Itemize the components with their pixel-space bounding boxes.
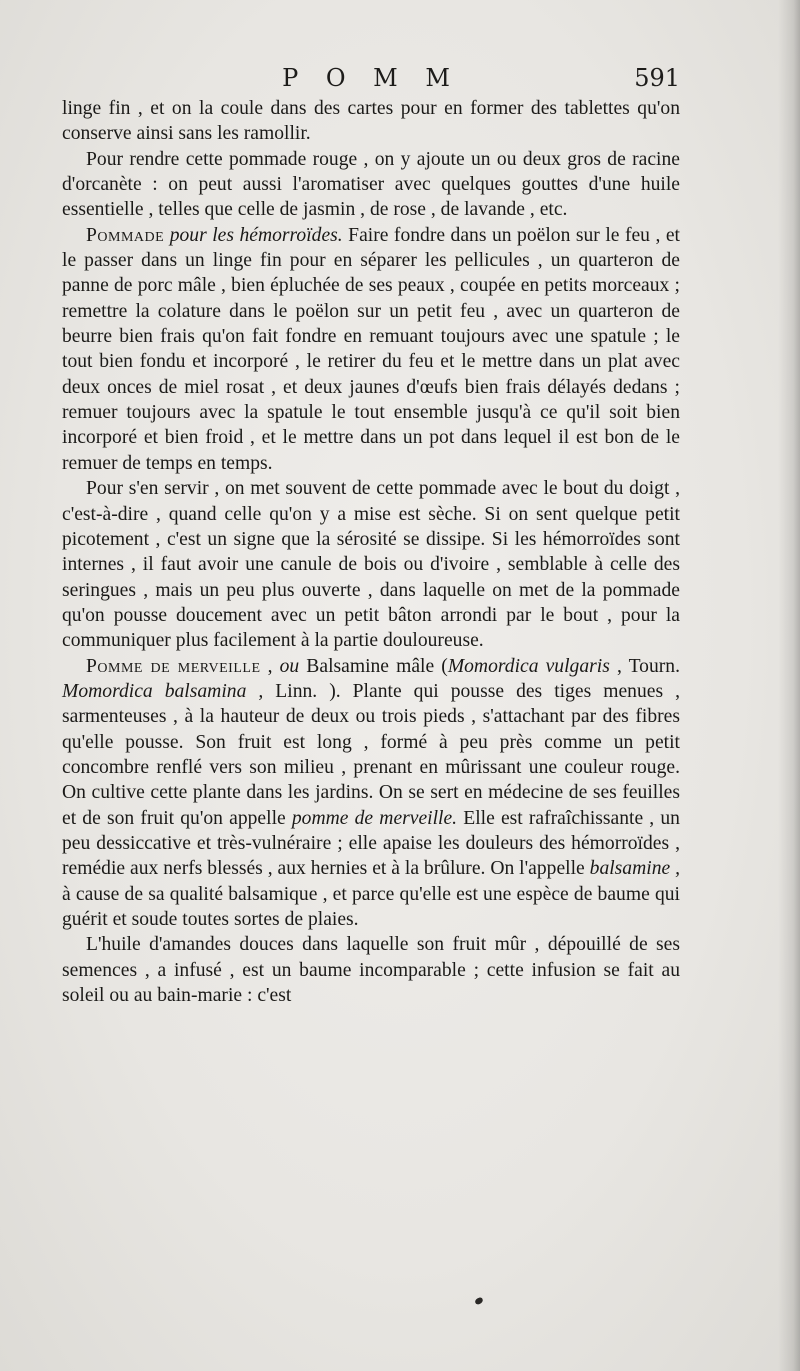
entry-headword: Pommade	[86, 224, 165, 246]
text-run: à cause de sa qualité balsamique , et parce qu'elle est une espèce de baume qui guérit et soude toutes sortes de plaies.	[62, 883, 680, 930]
italic-run: pomme de merveille.	[291, 807, 458, 829]
text-run: , Tourn.	[609, 655, 680, 677]
text-run: Elle est rafraîchissante , un peu dessiccative et très-vulnéraire ; elle apaise les douleurs des hémorroïdes , remédie aux nerfs blessés , aux hernies et à la brûlure. On l'appelle	[62, 807, 680, 880]
entry-subtitle: pour les hémorroïdes.	[169, 224, 343, 246]
entry-body: Faire fondre dans un poëlon sur le feu , et le passer dans un linge fin pour en séparer les pellicules , un quarteron de panne de porc mâle , bien épluchée de ses peaux , coupée en petits morceaux ; remettre la colature dans le poëlon sur un petit feu , avec un quarteron de beurre bien frais qu'on fait fondre en remuant toujours avec une spatule ; le tout bien fondu et incorporé , le retirer du feu et le mettre dans un plat avec deux onces de miel rosat , et deux jaunes d'œufs bien frais délayés dedans ; remuer toujours avec la spatule le tout ensemble jusqu'à ce qu'il soit bien incorporé et bien froid , et le mettre dans un pot dans lequel il est bon de le remuer de temps en temps.	[62, 224, 680, 474]
paragraph-pomme-de-merveille	[62, 654, 680, 933]
paragraph-almond-oil: L'huile d'amandes douces dans laquelle son fruit mûr , dépouillé de ses semences , a infusé , est un baume incomparable ; cette infusion se fait au soleil ou au bain-marie : c'est	[62, 934, 680, 1007]
paragraph-red-pomade: Pour rendre cette pommade rouge , on y ajoute un ou deux gros de racine d'orcanète : on peut aussi l'aromatiser avec quelques gouttes d'une huile essentielle , telles que celle de jasmin , de rose , de lavande , etc.	[62, 148, 680, 221]
page-header	[62, 62, 680, 98]
italic-run: ou	[279, 655, 300, 677]
paragraph-usage: Pour s'en servir , on met souvent de cette pommade avec le bout du doigt , c'est-à-dire , quand celle qu'on y a mise est sèche. Si on sent quelque petit picotement , c'est un signe que la sérosité se dissipe. Si les hémorroïdes sont internes , il faut avoir une canule de bois ou d'ivoire , semblable à celle des seringues , mais un peu plus ouverte , dans laquelle on met de la pommade qu'on pousse doucement avec un petit bâton arrondi par le bout , pour la communiquer plus facilement à la partie douloureuse.	[62, 478, 680, 652]
text-run: Balsamine mâle (	[299, 655, 448, 677]
body-text	[62, 96, 680, 1008]
species-name: Momordica vulgaris	[447, 655, 610, 677]
paragraph-pomade-hemorrhoids	[62, 223, 680, 476]
species-name: Momordica balsamina ,	[62, 680, 264, 702]
page-number: 591	[634, 64, 680, 92]
paragraph-continuation: linge fin , et on la coule dans des cartes pour en former des tablettes qu'on conserve ainsi sans les ramollir.	[62, 98, 680, 145]
printer-mark-ornament	[474, 1297, 484, 1306]
page-edge-shadow	[778, 0, 800, 1371]
entry-headword: Pomme de merveille	[86, 655, 261, 677]
running-head: P O M M	[282, 64, 460, 92]
text-run: ,	[260, 655, 280, 677]
italic-run: balsamine ,	[589, 858, 680, 880]
text-run: Linn. ). Plante qui pousse des tiges menues , sarmenteuses , à la hauteur de deux ou trois pieds , s'attachant par des fibres qu'elle pousse. Son fruit est long , formé à peu près comme un petit concombre renflé vers son milieu , prenant en mûrissant une couleur rouge. On cultive cette plante dans les jardins. On se sert en médecine de ses feuilles et de son fruit qu'on appelle	[62, 680, 680, 829]
